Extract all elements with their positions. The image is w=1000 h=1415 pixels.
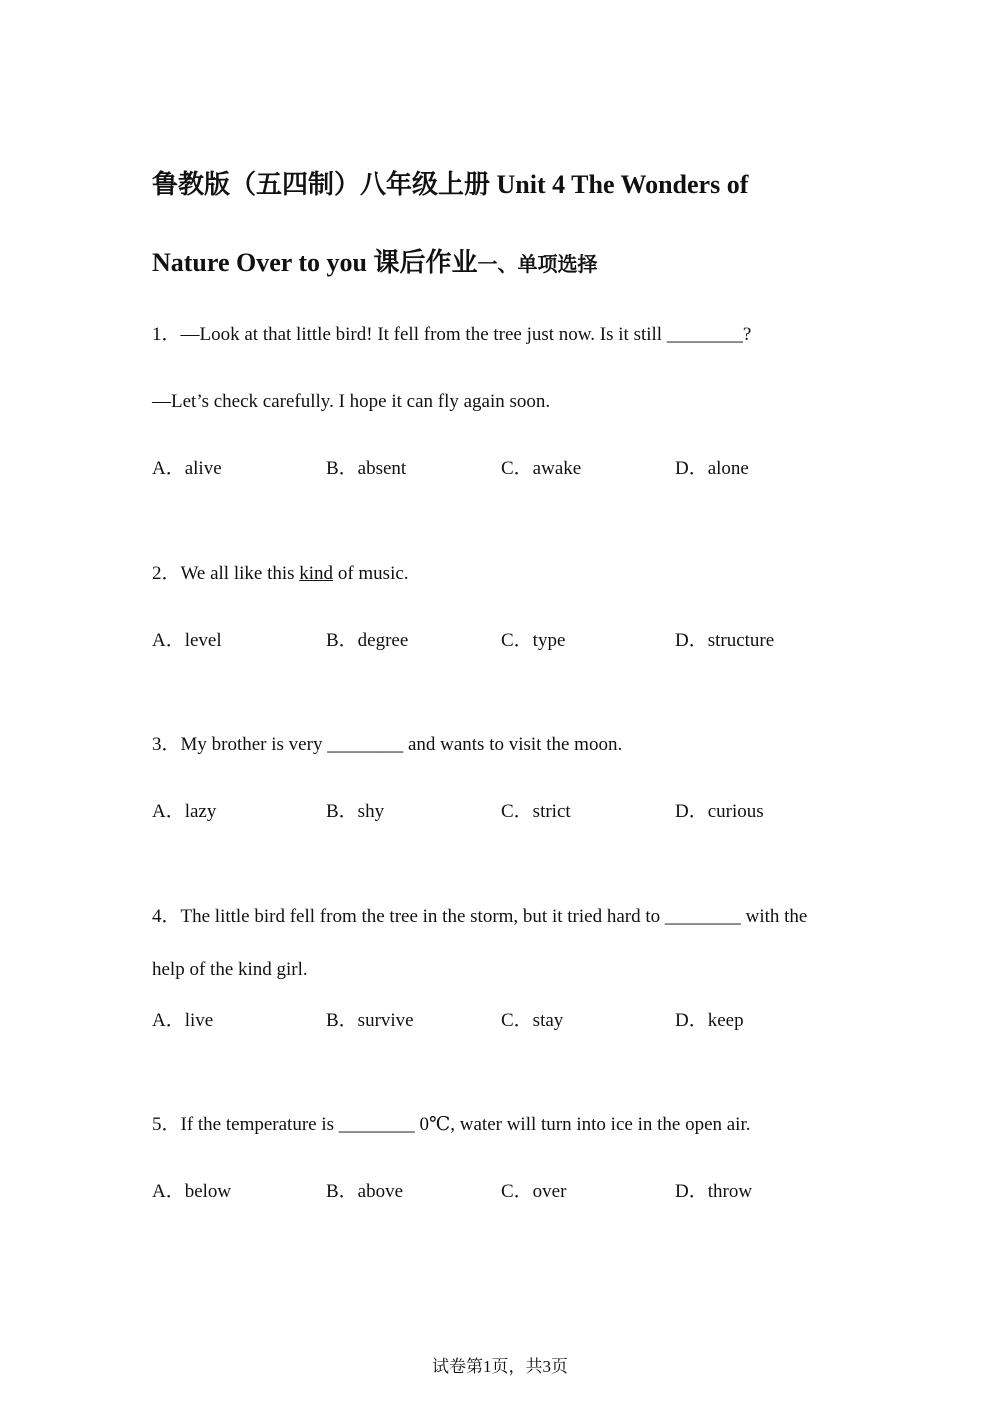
question-1-option-d: D．alone <box>675 458 749 479</box>
question-5-option-d: D．throw <box>675 1181 753 1202</box>
question-5-option-c: C．over <box>501 1181 567 1202</box>
question-2-option-b: B．degree <box>326 630 409 651</box>
document-title-line-2 <box>152 248 872 280</box>
question-4-option-c: C．stay <box>501 1010 564 1031</box>
question-2-underlined-word: kind <box>299 563 334 584</box>
question-2-stem <box>152 562 409 586</box>
question-2-stem-prefix: 2．We all like this <box>152 563 300 584</box>
question-1-stem: 1．—Look at that little bird! It fell from the tree just now. Is it still ________? <box>152 324 752 345</box>
question-4-option-b: B．survive <box>326 1010 414 1031</box>
question-1-option-a: A．alive <box>152 458 222 479</box>
question-4-stem-line-2: help of the kind girl. <box>152 959 308 980</box>
page-number-footer: 试卷第1页，共3页 <box>432 1357 568 1376</box>
question-3-option-b: B．shy <box>326 801 385 822</box>
question-4-option-d: D．keep <box>675 1010 744 1031</box>
question-5-stem: 5．If the temperature is ________ 0℃, water will turn into ice in the open air. <box>152 1114 751 1135</box>
question-4-stem: 4．The little bird fell from the tree in the storm, but it tried hard to ________ with the <box>152 906 808 927</box>
question-5-option-a: A．below <box>152 1181 232 1202</box>
question-1-option-c: C．awake <box>501 458 582 479</box>
question-3-option-a: A．lazy <box>152 801 217 822</box>
section-heading: 一、单项选择 <box>477 254 598 276</box>
question-1-option-b: B．absent <box>326 458 407 479</box>
document-title-line-1: 鲁教版（五四制）八年级上册 Unit 4 The Wonders of <box>152 170 749 199</box>
question-2-option-a: A．level <box>152 630 222 651</box>
question-1-stem-line-2: —Let’s check carefully. I hope it can fly again soon. <box>152 391 551 412</box>
question-2-stem-suffix: of music. <box>333 563 409 584</box>
question-3-stem: 3．My brother is very ________ and wants to visit the moon. <box>152 734 623 755</box>
question-2-option-c: C．type <box>501 630 566 651</box>
question-3-option-c: C．strict <box>501 801 571 822</box>
document-title-text: Nature Over to you 课后作业 <box>152 248 478 277</box>
question-5-option-b: B．above <box>326 1181 404 1202</box>
question-2-option-d: D．structure <box>675 630 775 651</box>
question-4-option-a: A．live <box>152 1010 214 1031</box>
question-3-option-d: D．curious <box>675 801 764 822</box>
